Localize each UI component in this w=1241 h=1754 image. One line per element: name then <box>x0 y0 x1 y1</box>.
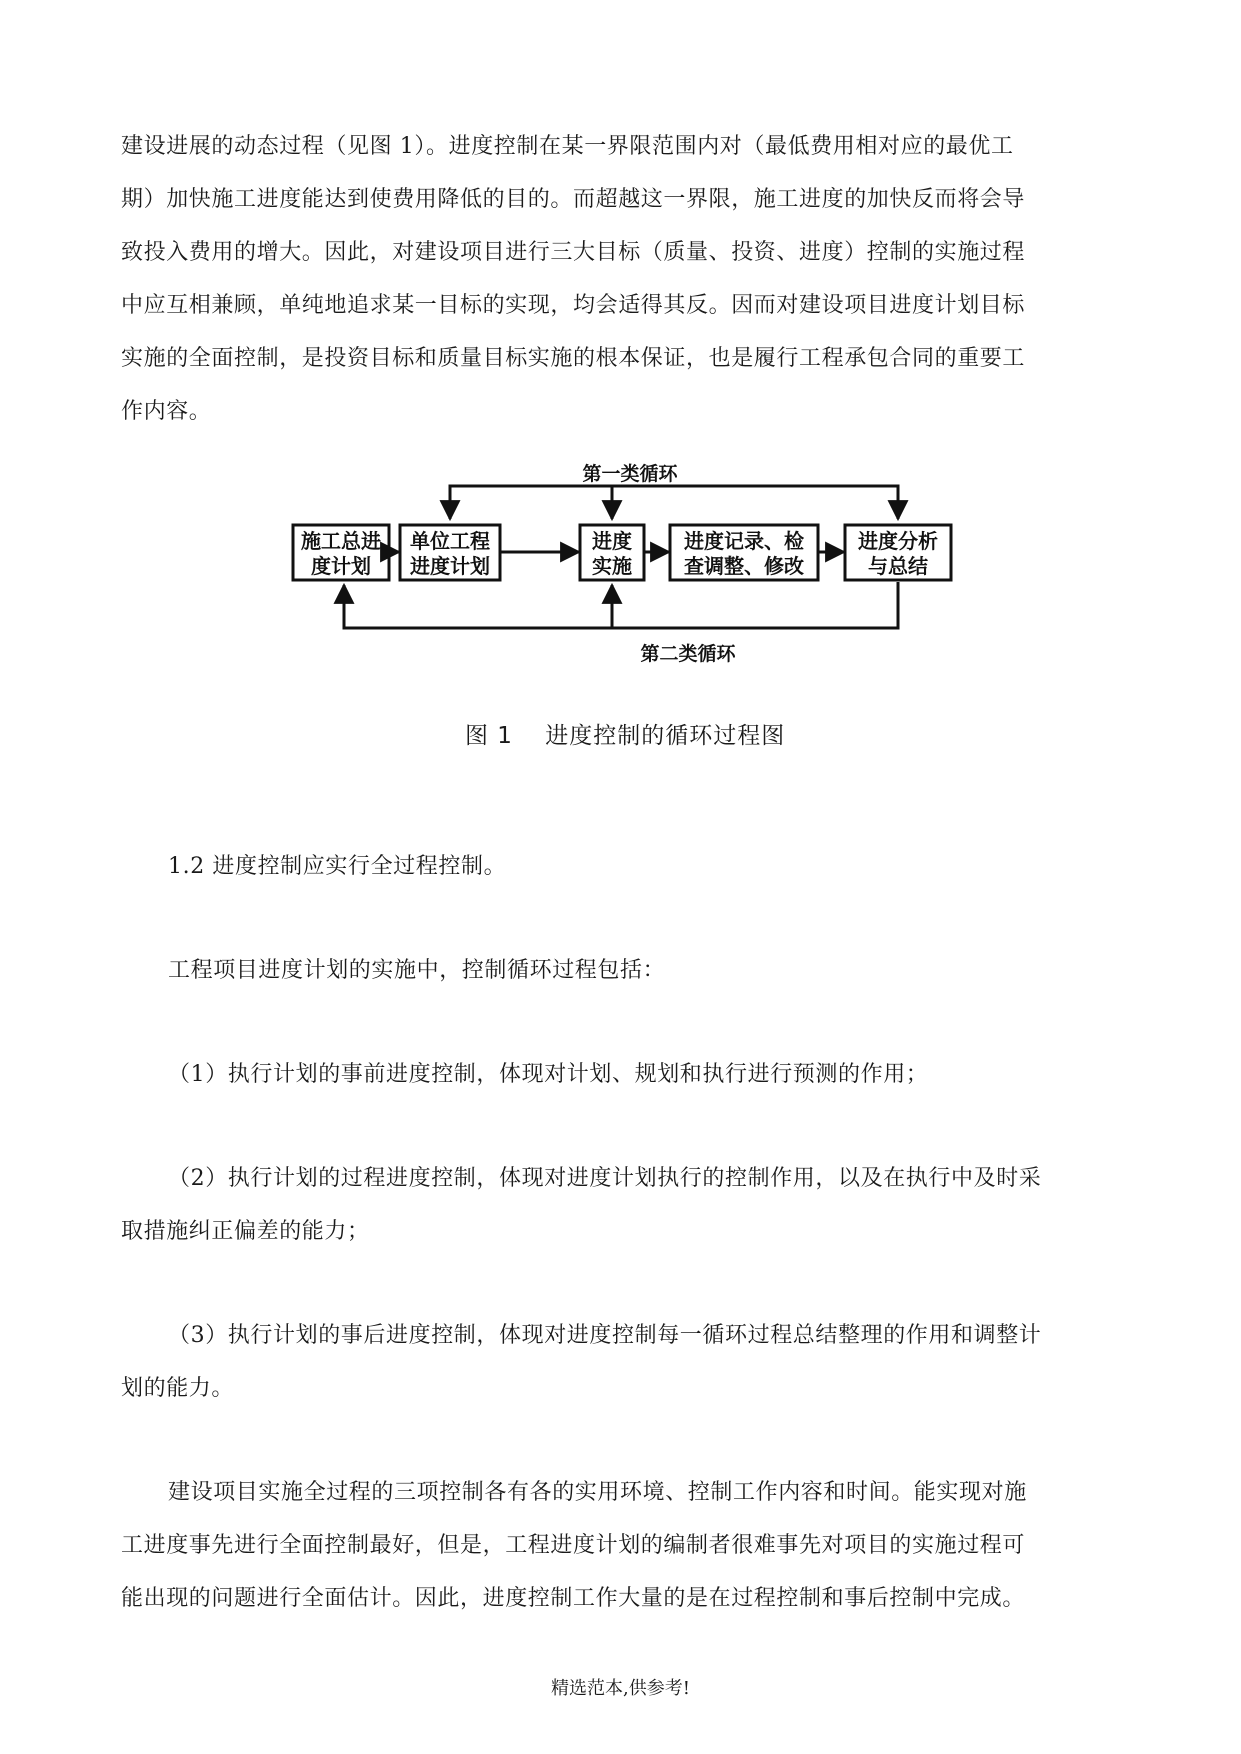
box-line2: 实施 <box>592 554 632 578</box>
text-line: 能出现的问题进行全面估计。因此，进度控制工作大量的是在过程控制和事后控制中完成。 <box>121 1586 1026 1611</box>
text-line: （1）执行计划的事前进度控制，体现对计划、规划和执行进行预测的作用； <box>168 1062 929 1087</box>
text-line: 致投入费用的增大。因此，对建设项目进行三大目标（质量、投资、进度）控制的实施过程 <box>121 240 1026 265</box>
text-line: 实施的全面控制，是投资目标和质量目标实施的根本保证，也是履行工程承包合同的重要工 <box>121 346 1026 371</box>
text-line: 建设项目实施全过程的三项控制各有各的实用环境、控制工作内容和时间。能实现对施 <box>168 1480 1027 1505</box>
text-line: 划的能力。 <box>121 1376 235 1401</box>
list-item-2 <box>121 1152 1121 1258</box>
box-line2: 度计划 <box>311 554 371 578</box>
box-line2: 与总结 <box>868 554 928 578</box>
bottom-loop-label: 第二类循环 <box>640 643 736 665</box>
page-footer: 精选范本,供参考! <box>551 1678 690 1699</box>
box-line1: 施工总进 <box>301 529 381 553</box>
text-line: 中应互相兼顾，单纯地追求某一目标的实现，均会适得其反。因而对建设项目进度计划目标 <box>121 293 1026 318</box>
list-item-3 <box>121 1309 1121 1415</box>
section-heading: 1.2 进度控制应实行全过程控制。 <box>168 854 507 879</box>
list-item-1 <box>121 1048 1121 1101</box>
box-line1: 进度 <box>592 529 632 553</box>
box-line1: 进度分析 <box>858 529 938 553</box>
box-master-schedule <box>293 525 389 580</box>
box-record-check <box>670 525 818 580</box>
top-loop-line <box>450 486 898 519</box>
box-implementation <box>580 525 644 580</box>
top-loop-label: 第一类循环 <box>582 463 678 485</box>
box-line1: 进度记录、检 <box>684 529 804 553</box>
text-line: 工进度事先进行全面控制最好，但是，工程进度计划的编制者很难事先对项目的实施过程可 <box>121 1533 1026 1558</box>
progress-control-cycle-diagram <box>290 455 970 670</box>
bottom-loop-line <box>344 582 898 628</box>
box-line2: 查调整、修改 <box>684 554 804 578</box>
intro-paragraph <box>121 120 1121 438</box>
text-line: 建设进展的动态过程（见图 1）。进度控制在某一界限范围内对（最低费用相对应的最优工 <box>121 134 1014 159</box>
figure-caption: 图 1 进度控制的循环过程图 <box>465 723 786 749</box>
box-unit-schedule <box>400 525 500 580</box>
text-line: 取措施纠正偏差的能力； <box>121 1219 370 1244</box>
list-intro: 工程项目进度计划的实施中，控制循环过程包括： <box>168 958 666 983</box>
box-analysis-summary <box>845 525 951 580</box>
box-line1: 单位工程 <box>410 529 490 553</box>
text-line: （2）执行计划的过程进度控制，体现对进度计划执行的控制作用，以及在执行中及时采 <box>168 1166 1042 1191</box>
text-line: 作内容。 <box>121 399 212 424</box>
text-line: （3）执行计划的事后进度控制，体现对进度控制每一循环过程总结整理的作用和调整计 <box>168 1323 1042 1348</box>
box-line2: 进度计划 <box>410 554 490 578</box>
closing-paragraph <box>121 1466 1121 1625</box>
text-line: 期）加快施工进度能达到使费用降低的目的。而超越这一界限，施工进度的加快反而将会导 <box>121 187 1026 212</box>
